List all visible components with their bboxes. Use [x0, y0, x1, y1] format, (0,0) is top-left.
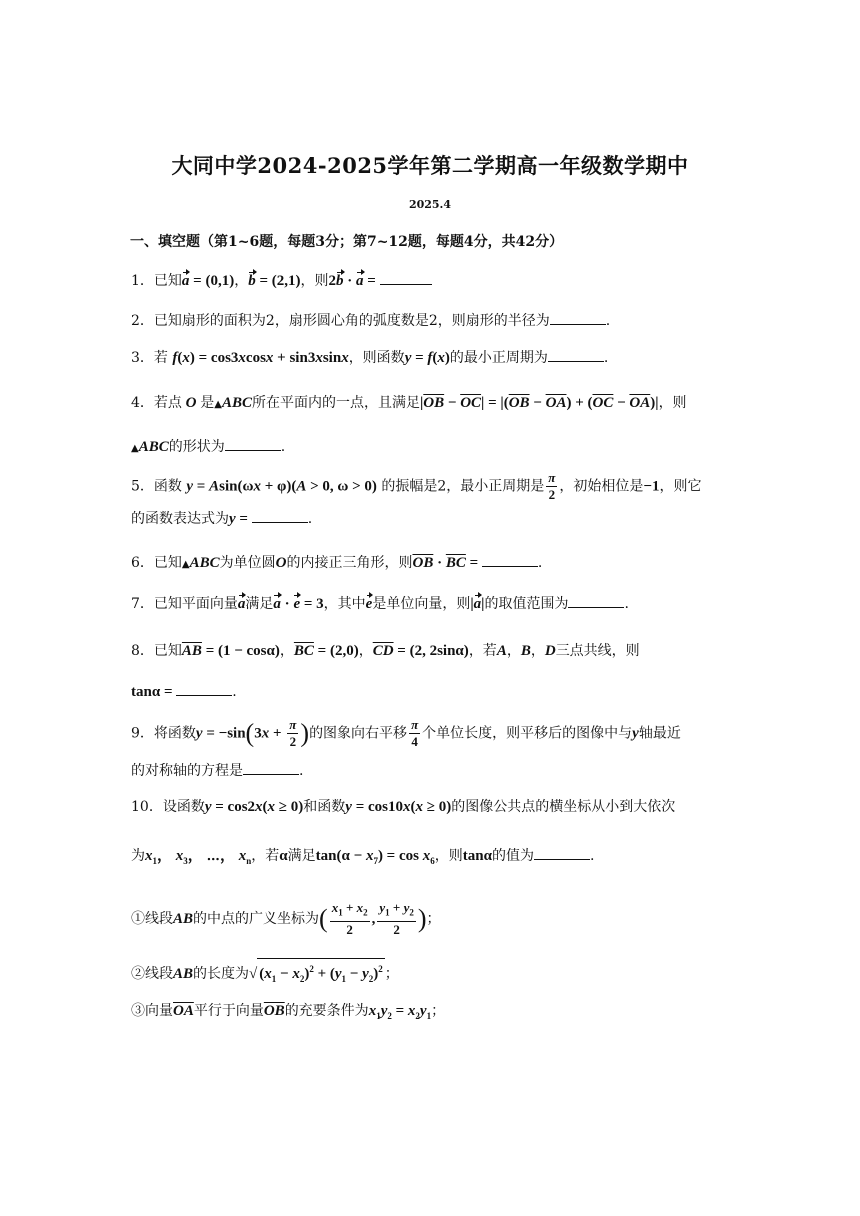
math-formula: ) [300, 718, 310, 748]
math-formula: 3x + [254, 725, 286, 742]
answer-blank [482, 552, 538, 567]
statement-2 [131, 958, 731, 989]
math-formula: | [470, 596, 474, 612]
question-text: ，则它 [659, 478, 702, 495]
math-formula: O [275, 555, 287, 571]
question-end: . [605, 313, 611, 329]
math-formula: 2 [328, 273, 337, 289]
question-number: 4． [131, 395, 154, 411]
question-text: ，则函数 [348, 350, 405, 366]
question-text: 的内接正三角形，则 [286, 555, 413, 571]
question-text: 的对称轴的方程是 [131, 763, 243, 779]
math-formula: · [343, 273, 357, 289]
exam-date: 2025.4 [408, 198, 452, 211]
question-text: 已知 [153, 555, 182, 571]
section-heading: 一、填空题（第1~6题，每题3分；第7~12题，每题4分，共42分） [130, 234, 564, 250]
math-formula: $\overline{OA}$ [173, 1003, 194, 1019]
question-end: . [232, 684, 237, 700]
question-1 [131, 270, 731, 291]
question-text: 将函数 [153, 725, 196, 742]
question-text: 满足 [287, 848, 316, 864]
math-formula: = [235, 511, 252, 527]
statement-text: 的充要条件为 [284, 1003, 369, 1019]
statement-text: 线段 [145, 966, 173, 982]
answer-blank [534, 845, 590, 860]
math-formula: a [356, 273, 364, 289]
question-text: ，若 [251, 848, 280, 864]
question-number: 2． [131, 313, 154, 329]
question-text: 个单位长度，则平移后的图像中与 [422, 725, 633, 742]
math-formula: ( [319, 903, 328, 933]
question-text: ，则 [300, 273, 329, 289]
math-fraction: $\frac{\pi}{2}$ [548, 470, 556, 502]
question-10-cont [131, 845, 731, 871]
math-formula: y [632, 725, 639, 742]
math-formula: −1 [643, 478, 660, 495]
question-text: 已知 [153, 643, 182, 659]
question-text: ， [530, 643, 545, 659]
math-fraction: $\frac{x_1 + x_2}{2}$ [331, 900, 368, 937]
question-text: 轴最近 [638, 725, 681, 742]
math-formula: y [404, 350, 412, 366]
question-text: ，其中 [323, 596, 366, 612]
question-text: ， [358, 643, 373, 659]
question-number: 9． [131, 725, 154, 742]
math-formula: ABC [221, 395, 252, 411]
question-5-cont [131, 508, 731, 529]
question-10 [131, 797, 731, 817]
question-end: . [603, 350, 609, 366]
question-text: 三点共线，则 [555, 643, 640, 659]
answer-blank [252, 508, 308, 523]
question-text: 的振幅是2，最小正周期是 [381, 478, 545, 495]
math-formula: $\overline{CD} = (2$, 2sinα) [372, 643, 469, 659]
question-4-cont [131, 436, 731, 459]
statement-1 [131, 900, 731, 938]
math-formula: a [237, 596, 246, 612]
question-text: 的值为 [491, 848, 534, 864]
math-formula: ) [417, 903, 427, 933]
question-text: 的图象向右平移 [309, 725, 408, 742]
math-formula: $\overline{OB} \cdot \overline{BC}$ = [412, 555, 482, 571]
question-text: ，若 [468, 643, 497, 659]
math-formula: = (2,1) [255, 273, 301, 289]
statement-end: ； [384, 966, 399, 982]
question-text: ， [279, 643, 294, 659]
answer-blank [243, 760, 299, 775]
question-number: 5． [131, 478, 154, 495]
question-text: 的取值范围为 [484, 596, 569, 612]
math-formula: = f(x) [411, 350, 450, 366]
question-number: 6． [131, 555, 154, 571]
statement-mark: ③ [131, 1003, 145, 1019]
math-formula: ABC [189, 555, 220, 571]
question-text: 满足 [245, 596, 274, 612]
statement-end: ； [431, 1003, 446, 1019]
math-formula: ( [245, 718, 255, 748]
question-text: ，则 [658, 395, 687, 411]
math-formula: y = cos10x(x ≥ 0) [345, 799, 452, 815]
math-formula: D [544, 643, 556, 659]
math-formula: AB [173, 910, 194, 927]
math-formula: tanα [462, 848, 492, 864]
answer-blank [176, 681, 232, 696]
math-formula: α [279, 848, 288, 864]
triangle-icon: ▲ [131, 443, 139, 454]
math-formula: √ $(x_1 - x_2)^2 + (y_1 - y_2)^2$ [249, 966, 385, 982]
question-text: 若 [153, 350, 168, 366]
question-text: 函数 [153, 478, 182, 495]
math-formula: = [363, 273, 380, 289]
math-formula: | [481, 596, 485, 612]
statement-text: 的长度为 [193, 966, 250, 982]
question-9-cont [131, 760, 731, 781]
question-text: 已知 [153, 273, 182, 289]
question-text: 是单位向量，则 [372, 596, 471, 612]
statement-text: 向量 [145, 1003, 173, 1019]
answer-blank [568, 593, 624, 608]
question-text: 的最小正周期为 [449, 350, 548, 366]
triangle-icon: ▲ [181, 559, 190, 570]
question-2 [131, 310, 731, 331]
math-fraction: $\frac{\pi}{2}$ [289, 717, 297, 749]
math-formula: , [371, 910, 376, 927]
question-text: ，初始相位是 [559, 478, 644, 495]
question-number: 7． [131, 596, 154, 612]
math-formula: f [172, 350, 178, 366]
question-number: 1． [131, 273, 154, 289]
statement-end: ； [426, 910, 441, 927]
math-formula: y [229, 511, 236, 527]
question-end: . [589, 848, 595, 864]
math-formula: ABC [138, 439, 169, 455]
question-text: 所在平面内的一点，且满足 [251, 395, 420, 411]
question-text: 是 [200, 395, 215, 411]
statement-3 [131, 1001, 731, 1026]
math-formula: y = −sin [195, 725, 246, 742]
question-3 [131, 347, 731, 368]
question-4 [131, 393, 731, 415]
statement-text: 的中点的广义坐标为 [193, 910, 320, 927]
math-formula: y = Asin(ωx + φ)(A > 0, ω > 0) [186, 478, 377, 495]
math-formula: $x_1y_2 = x_2y_1$ [368, 1003, 432, 1021]
question-text: 的函数表达式为 [131, 511, 229, 527]
statement-mark: ① [131, 910, 145, 927]
question-text: ，则 [434, 848, 463, 864]
question-5 [131, 470, 731, 503]
math-formula: $\tan(\alpha - x_7) = \cos x_6$ [315, 848, 435, 866]
math-formula: = 3 [300, 596, 324, 612]
question-text: ， [506, 643, 521, 659]
answer-blank [548, 347, 604, 362]
question-6 [131, 552, 731, 575]
triangle-icon: ▲ [214, 399, 222, 410]
answer-blank [225, 436, 281, 451]
math-formula: O [181, 395, 201, 411]
math-formula: b [336, 273, 344, 289]
question-text: 为单位圆 [219, 555, 276, 571]
math-formula: (x) = cos3xcosx + sin3xsinx [177, 350, 349, 366]
math-formula: · [280, 596, 294, 612]
answer-blank [380, 270, 432, 285]
math-formula: e [293, 596, 301, 612]
math-formula: $|\overline{OB} - \overline{OC}| = |(\overline{OB} - \overline{OA}) + (\overline{OC} - \overline{OA})|$ [419, 395, 659, 411]
math-formula: AB [173, 966, 194, 982]
math-formula: $\overline{OB}$ [263, 1003, 285, 1019]
question-number: 8． [131, 643, 154, 659]
math-formula: $x_1$， $x_3$， ⋯， $x_n$ [145, 848, 252, 866]
exam-title: 大同中学2024-2025学年第二学期高一年级数学期中 [171, 153, 689, 178]
question-end: . [307, 511, 313, 527]
question-text: ， [234, 273, 249, 289]
math-formula: a [181, 273, 190, 289]
math-formula: $\overline{AB} = (1 - \cos\alpha)$ [181, 643, 280, 659]
math-formula: e [365, 596, 373, 612]
question-text: 为 [131, 848, 145, 864]
question-9 [131, 717, 731, 750]
math-formula: $\overline{BC} = (2,0)$ [293, 643, 359, 659]
question-number: 10． [131, 799, 163, 815]
statement-mark: ② [131, 966, 145, 982]
question-end: . [624, 596, 629, 612]
question-8 [131, 641, 731, 661]
question-text: 设函数 [162, 799, 205, 815]
question-text: 和函数 [303, 799, 346, 815]
question-8-cont [131, 681, 731, 702]
question-text: 的形状为 [168, 439, 225, 455]
math-formula: B [520, 643, 531, 659]
question-text: 若点 [153, 395, 182, 411]
math-formula: a [473, 596, 482, 612]
math-formula: tanα = [131, 684, 177, 700]
math-fraction: $\frac{\pi}{4}$ [411, 717, 419, 749]
question-text: 已知平面向量 [153, 596, 238, 612]
question-text: 的图像公共点的横坐标从小到大依次 [451, 799, 676, 815]
question-end: . [280, 439, 286, 455]
math-formula: a [273, 596, 281, 612]
math-fraction: $\frac{y_1 + y_2}{2}$ [379, 900, 414, 937]
question-7 [131, 593, 731, 614]
answer-blank [550, 310, 606, 325]
statement-text: 平行于向量 [193, 1003, 264, 1019]
math-formula: y = cos2x(x ≥ 0) [204, 799, 304, 815]
math-formula: b [248, 273, 256, 289]
question-end: . [537, 555, 543, 571]
math-formula: = (0,1) [189, 273, 235, 289]
math-formula: A [496, 643, 507, 659]
question-text: 已知扇形的面积为2，扇形圆心角的弧度数是2，则扇形的半径为 [153, 313, 550, 329]
question-number: 3． [131, 350, 154, 366]
question-end: . [299, 763, 304, 779]
statement-text: 线段 [145, 910, 173, 927]
